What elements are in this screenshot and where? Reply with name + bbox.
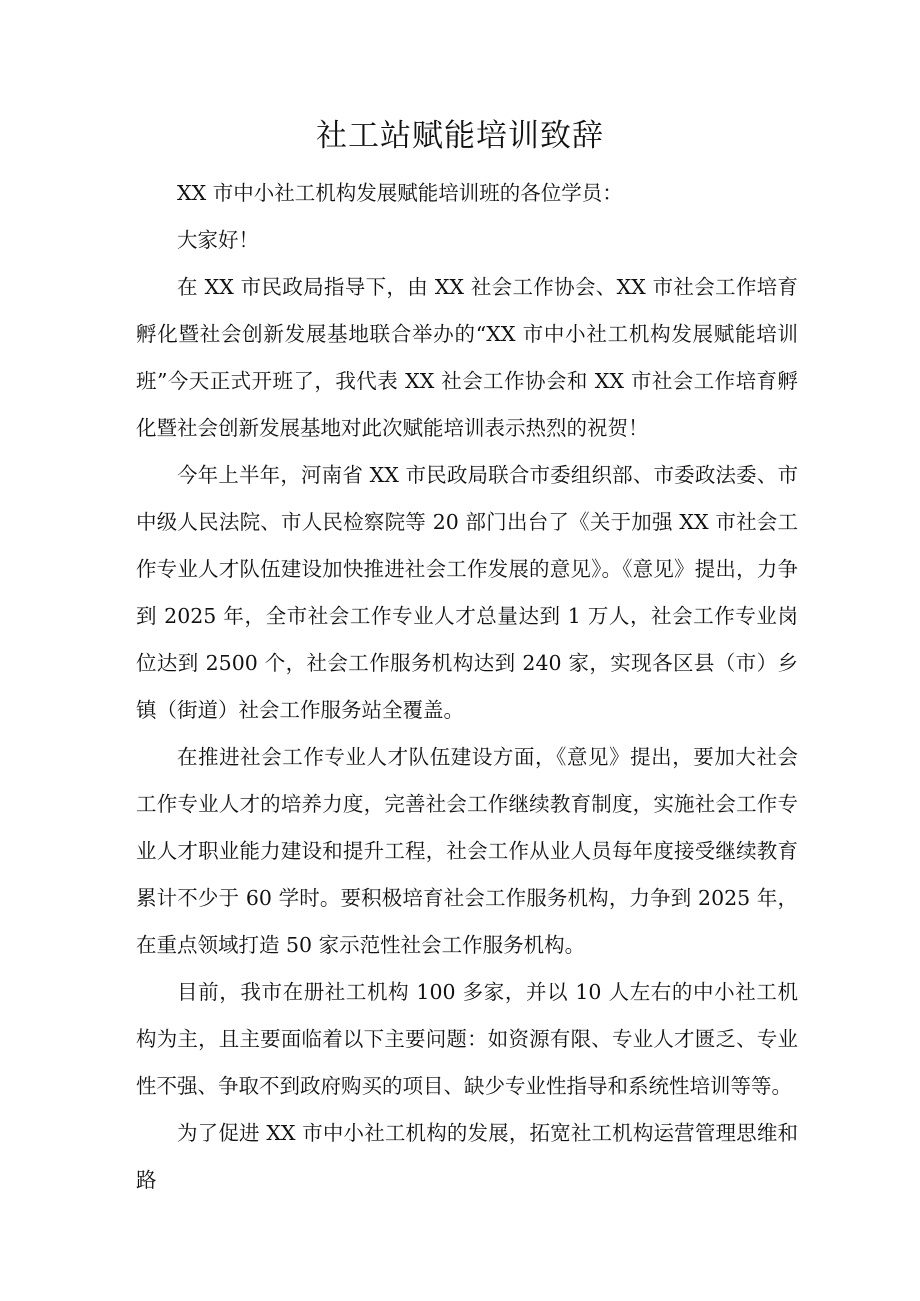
paragraph-purpose: 为了促进 XX 市中小社工机构的发展，拓宽社工机构运营管理思维和路	[136, 1121, 798, 1192]
salutation: XX 市中小社工机构发展赋能培训班的各位学员：	[177, 181, 623, 205]
document-body	[136, 170, 798, 1204]
greeting: 大家好！	[177, 228, 259, 252]
paragraph-talent: 在推进社会工作专业人才队伍建设方面，《意见》提出，要加大社会工作专业人才的培养力度，完善社会工作继续教育制度，实施社会工作专业人才职业能力建设和提升工程，社会工作从业人员每年度接受继续教育累计不少于 60 学时。要积极培育社会工作服务机构，力争到 2025 年，在重点领域打造 50 家示范性社会工作服务机构。	[136, 745, 798, 957]
paragraph-current-status: 目前，我市在册社工机构 100 多家，并以 10 人左右的中小社工机构为主，且主要面临着以下主要问题：如资源有限、专业人才匮乏、专业性不强、争取不到政府购买的项目、缺少专业性指导和系统性培训等等。	[136, 980, 798, 1098]
paragraph-policy: 今年上半年，河南省 XX 市民政局联合市委组织部、市委政法委、市中级人民法院、市人民检察院等 20 部门出台了《关于加强 XX 市社会工作专业人才队伍建设加快推进社会工作发展的意见》。《意见》提出，力争到 2025 年，全市社会工作专业人才总量达到 1 万人，社会工作专业岗位达到 2500 个，社会工作服务机构达到 240 家，实现各区县（市）乡镇（街道）社会工作服务站全覆盖。	[136, 463, 798, 722]
paragraph-opening: 在 XX 市民政局指导下，由 XX 社会工作协会、XX 市社会工作培育孵化暨社会创新发展基地联合举办的“XX 市中小社工机构发展赋能培训班”今天正式开班了，我代表 XX 社会工作协会和 XX 市社会工作培育孵化暨社会创新发展基地对此次赋能培训表示热烈的祝贺！	[136, 275, 798, 440]
document-title: 社工站赋能培训致辞	[316, 118, 604, 154]
